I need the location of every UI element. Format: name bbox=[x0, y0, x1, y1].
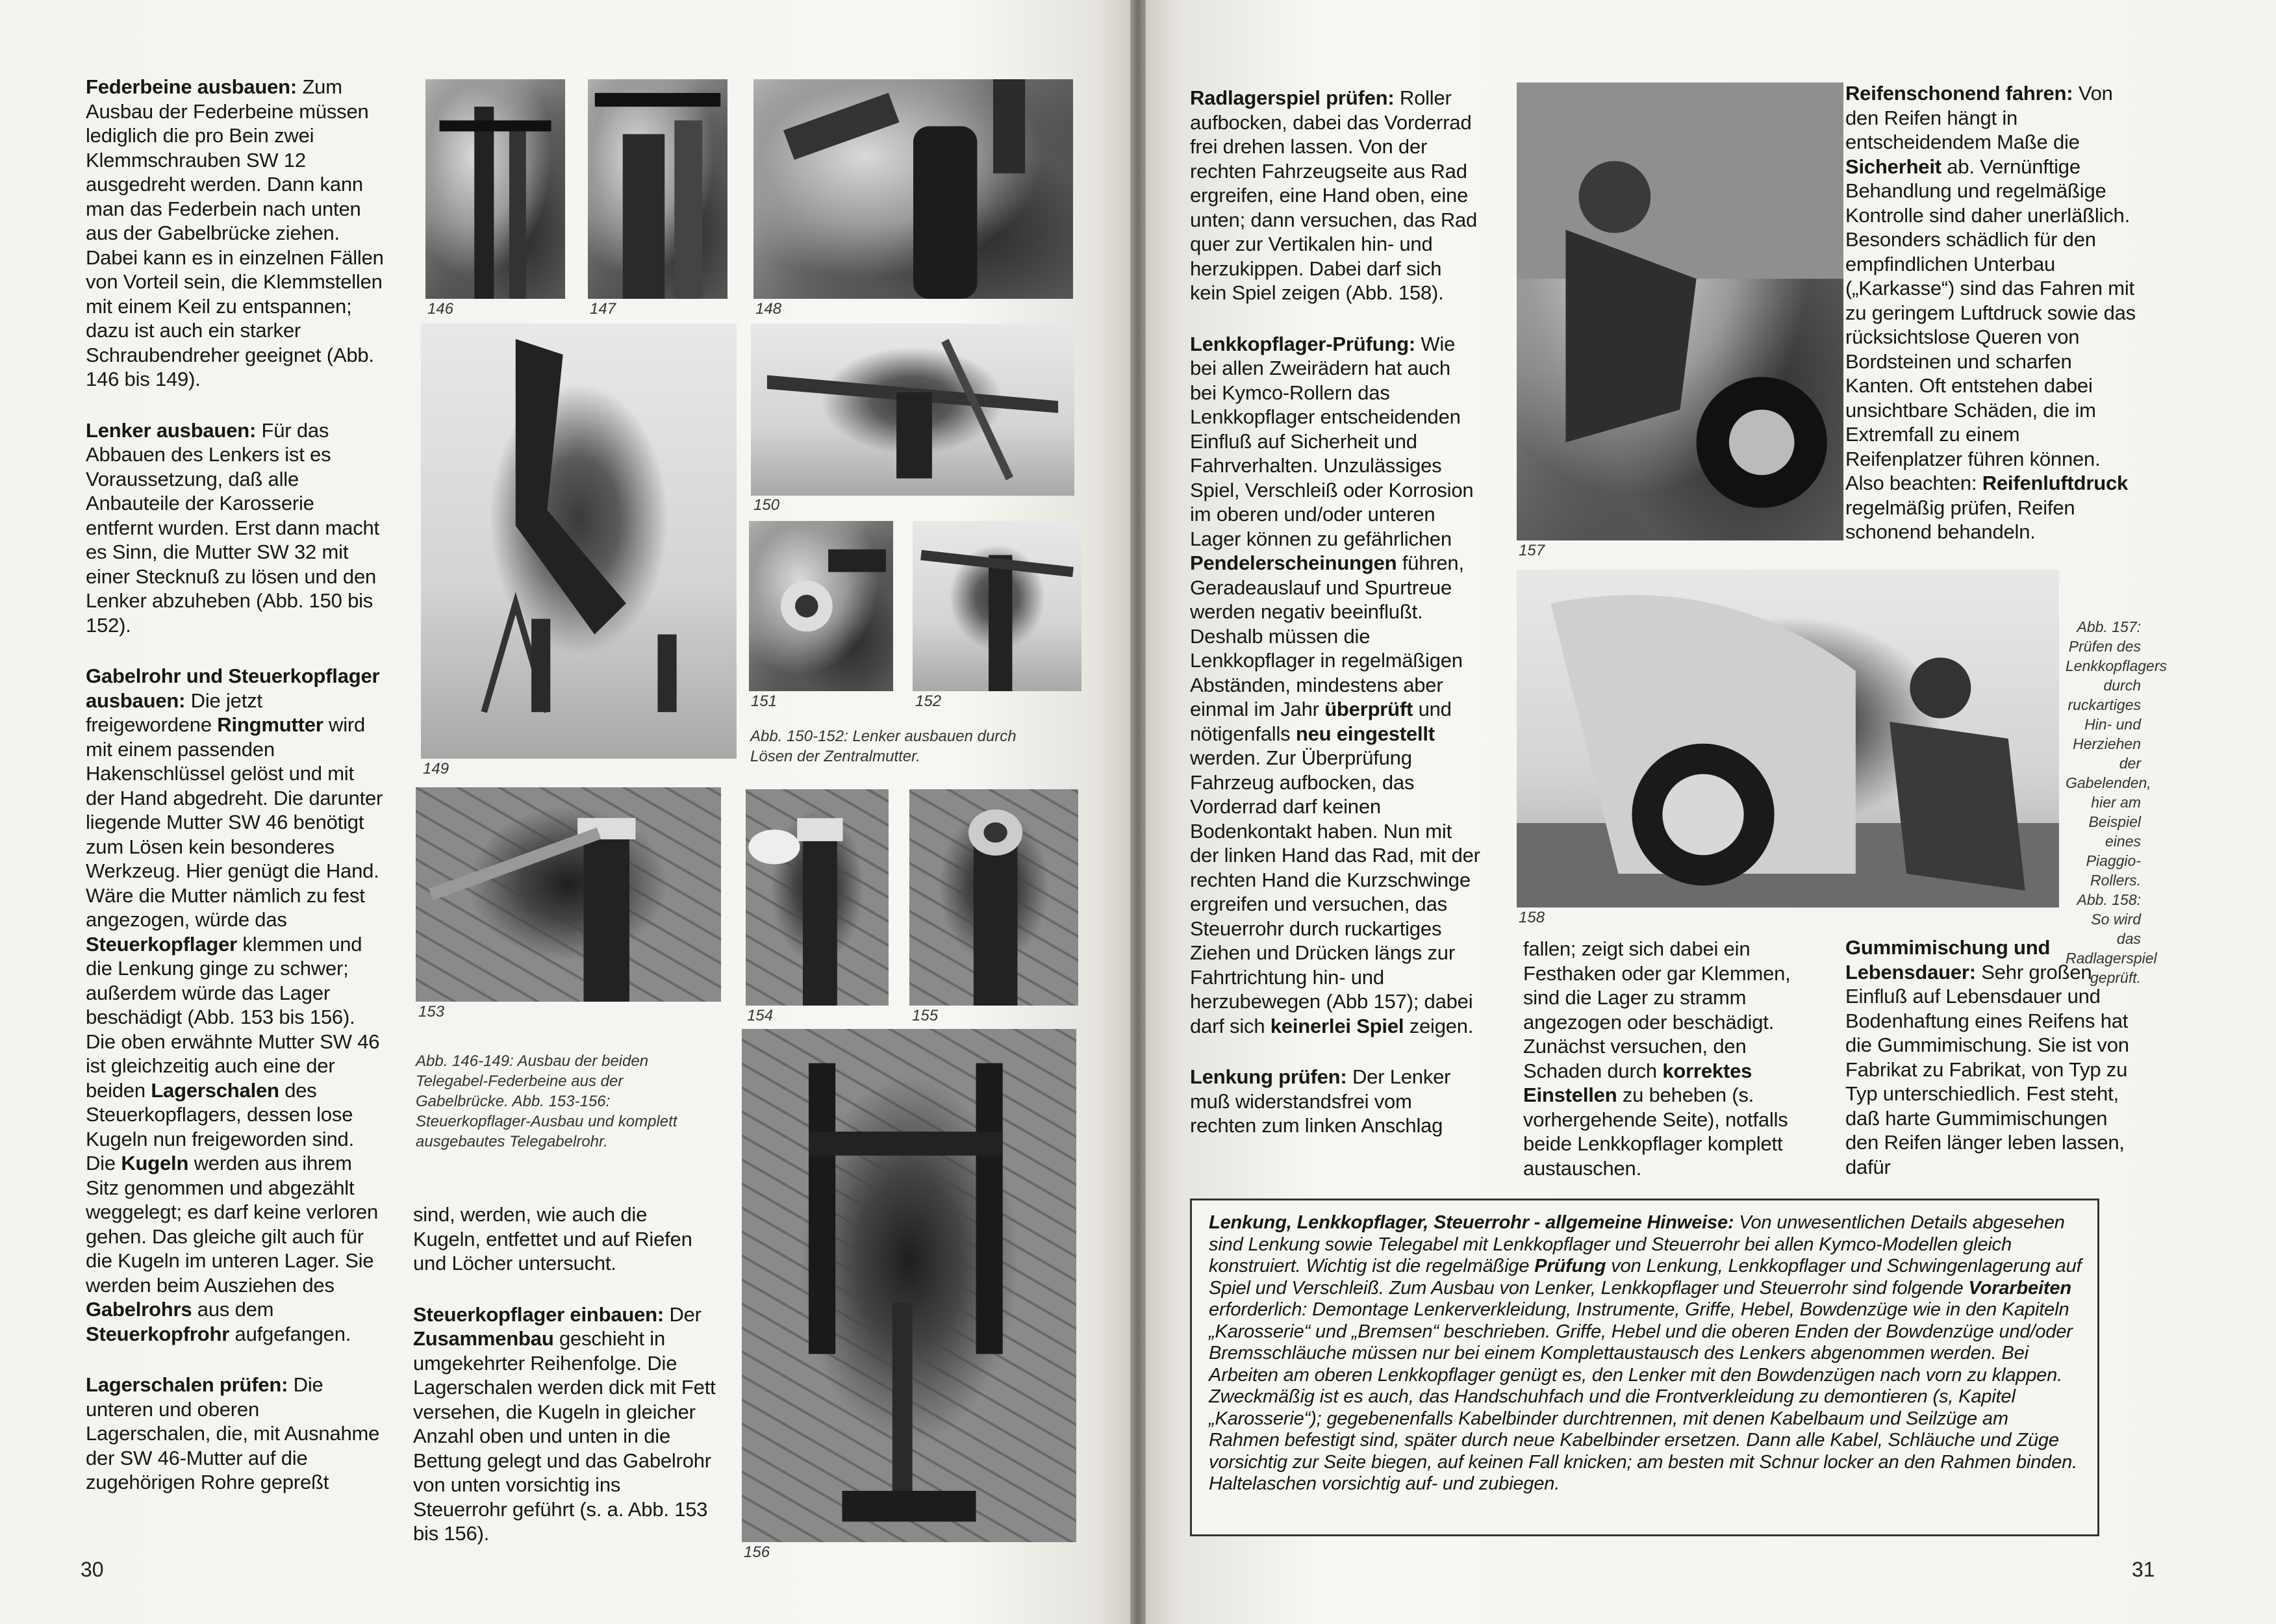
section-text: zeigen. bbox=[1404, 1014, 1474, 1037]
section-text: Zum Ausbau der Federbeine müssen lediglich die pro Bein zwei Klemmschrauben SW 12 ausgedreht werden. Dann kann man das Federbein nach unten aus der Gabelbrücke ziehen. Dabei kann es in einzelnen Fällen von Vorteil sein, die Klemmstellen mit einem Keil zu entspannen; dazu ist auch ein starker Schraubendreher geeignet (Abb. 146 bis 149). bbox=[86, 75, 384, 390]
caption-150-152: Abb. 150-152: Lenker ausbauen durch Lösen der Zentralmutter. bbox=[750, 728, 1017, 765]
figure-number-147: 147 bbox=[590, 300, 616, 318]
figure-number-154: 154 bbox=[747, 1007, 774, 1024]
section-text: zu beheben (s. vorhergehende Seite), notfalls beide Lenkkopflager komplett austauschen. bbox=[1523, 1084, 1788, 1180]
figure-number-149: 149 bbox=[423, 760, 449, 778]
section-heading: Lenkung prüfen: bbox=[1190, 1065, 1347, 1088]
section-text: Die jetzt freigewordene bbox=[86, 689, 262, 736]
bearing-race-image-icon bbox=[746, 789, 889, 1006]
fork-tube-image-icon bbox=[588, 79, 727, 299]
section-federbeine-ausbauen bbox=[86, 75, 385, 392]
bold-term: überprüft bbox=[1324, 698, 1413, 720]
notice-heading: Lenkung, Lenkkopflager, Steuerrohr - allgemeine Hinweise: bbox=[1209, 1212, 1734, 1233]
section-heading: Gummimischung und Lebensdauer: bbox=[1845, 936, 2051, 983]
section-text: klemmen und die Lenkung ginge zu schwer; außerdem würde das Lager beschädigt (Abb. 153 bis 156). Die oben erwähnte Mutter SW 46 ist gleichzeitig auch eine der beiden bbox=[86, 932, 380, 1102]
section-text: Der Lenker muß widerstandsfrei vom rechten zum linken Anschlag bbox=[1190, 1065, 1451, 1137]
section-heading: Lagerschalen prüfen: bbox=[86, 1373, 288, 1396]
section-lenkung-pruefen bbox=[1190, 1065, 1482, 1138]
photo-152 bbox=[913, 521, 1081, 691]
lagerschalen-continued: sind, werden, wie auch die Kugeln, entfettet und auf Riefen und Löcher untersucht. bbox=[413, 1203, 692, 1275]
section-radlagerspiel-pruefen bbox=[1190, 86, 1482, 305]
socket-wrench-image-icon bbox=[749, 521, 893, 691]
bold-term: Gabelrohrs bbox=[86, 1298, 192, 1321]
section-heading: Radlagerspiel prüfen: bbox=[1190, 86, 1395, 109]
photo-151 bbox=[749, 521, 893, 691]
notice-box-allgemeine-hinweise bbox=[1190, 1199, 2099, 1536]
frame-stand-image-icon bbox=[421, 324, 737, 759]
figure-number-158: 158 bbox=[1519, 909, 1545, 926]
handlebar-image-icon bbox=[751, 324, 1074, 496]
right-text-column-3-top bbox=[1845, 81, 2136, 544]
bold-term: Steuerkopfrohr bbox=[86, 1322, 230, 1345]
figure-number-148: 148 bbox=[755, 300, 782, 318]
section-heading: Reifenschonend fahren: bbox=[1845, 82, 2073, 105]
photo-154 bbox=[746, 789, 889, 1006]
figure-number-150: 150 bbox=[753, 496, 780, 514]
section-text: aufgefangen. bbox=[229, 1322, 351, 1345]
book-gutter bbox=[1130, 0, 1146, 1624]
page-number-right: 31 bbox=[2132, 1558, 2155, 1581]
photo-149 bbox=[421, 324, 737, 759]
bold-term: Lagerschalen bbox=[151, 1078, 279, 1102]
fork-boot-image-icon bbox=[753, 79, 1073, 299]
photo-146 bbox=[425, 79, 565, 299]
section-text: aus dem bbox=[192, 1298, 274, 1321]
section-text: Für das Abbauen des Lenkers ist es Voraussetzung, daß alle Anbauteile der Karosserie entfernt wurden. Erst dann macht es Sinn, die Mutter SW 32 mit einer Stecknuß zu lösen und den Lenker abzuheben (Abb. 150 bis 152). bbox=[86, 418, 379, 637]
bold-term: Sicherheit bbox=[1845, 155, 1941, 178]
section-text: ab. Vernünftige Behandlung und regelmäßige Kontrolle sind daher unerläßlich. Besonders schädlich für den empfindlichen Unterbau („Karkasse“) sind das Fahren mit zu geringem Luftdruck sowie das rücksichtslose Queren von Bordsteinen und scharfen Kanten. Oft entstehen dabei unsichtbare Schäden, die im Extremfall zu einem Reifenplatzer führen können. Also beachten: bbox=[1845, 155, 2136, 494]
scooter-wheel-check-image-icon bbox=[1517, 570, 2059, 907]
photo-158 bbox=[1517, 570, 2059, 907]
section-text: Von den Reifen hängt in entscheidendem Maße die bbox=[1845, 82, 2113, 153]
right-text-column-1 bbox=[1190, 86, 1482, 1138]
bold-term: Ringmutter bbox=[217, 713, 323, 736]
section-text: Wie bei allen Zweirädern hat auch bei Kymco-Rollern das Lenkkopflager entscheidenden Einfluß auf Sicherheit und Fahrverhalten. Unzulässiges Spiel, Verschleiß oder Korrosion im oberen und/oder unteren Lager können zu gefährlichen bbox=[1190, 332, 1474, 550]
left-text-column-1 bbox=[86, 75, 385, 1495]
section-text: wird mit einem passenden Hakenschlüssel gelöst und mit der Hand abgedreht. Die darunter liegende Mutter SW 46 benötigt zum Lösen kein besonderes Werkzeug. Hier genügt die Hand. Wäre die Mutter nämlich zu fest angezogen, würde das bbox=[86, 713, 383, 931]
photo-155 bbox=[909, 789, 1078, 1006]
section-steuerkopflager-einbauen bbox=[413, 1302, 718, 1546]
section-heading: Steuerkopflager einbauen: bbox=[413, 1302, 664, 1326]
figure-number-157: 157 bbox=[1519, 542, 1545, 559]
notice-text: von Lenkung, Lenkkopflager und Schwingenlagerung auf Spiel und Verschleiß. Zum Ausbau von Lenker, Lenkkopflager und Steuerrohr sind folgende bbox=[1209, 1256, 2082, 1299]
photo-157 bbox=[1517, 82, 1843, 540]
fork-leg-image-icon bbox=[425, 79, 565, 299]
photo-147 bbox=[588, 79, 727, 299]
figure-number-155: 155 bbox=[912, 1007, 939, 1024]
lenkung-continued bbox=[1523, 937, 1822, 1180]
caption-146-156: Abb. 146-149: Ausbau der beiden Telegabel-Federbeine aus der Gabelbrücke. Abb. 153-156: Steuerkopflager-Ausbau und komplett ausgebautes Telegabelrohr. bbox=[416, 1052, 677, 1150]
ring-nut-wrench-image-icon bbox=[416, 787, 721, 1002]
section-text: Der bbox=[664, 1302, 702, 1326]
figure-number-156: 156 bbox=[744, 1543, 770, 1561]
section-heading: Gabelrohr und Steuerkopflager ausbauen: bbox=[86, 665, 380, 712]
bold-term: Kugeln bbox=[121, 1152, 189, 1174]
figure-number-146: 146 bbox=[427, 300, 454, 318]
section-reifenschonend-fahren bbox=[1845, 81, 2136, 544]
figure-number-151: 151 bbox=[751, 692, 778, 710]
figure-number-152: 152 bbox=[915, 692, 942, 710]
section-text: Sehr großen Einfluß auf Lebensdauer und Bodenhaftung eines Reifens hat die Gummimischung. Sie ist von Fabrikat zu Fabrikat, von Typ zu Typ unterschiedlich. Fest steht, daß harte Gummimischungen den Reifen länger leben lassen, dafür bbox=[1845, 960, 2129, 1178]
bold-term: Pendelerscheinungen bbox=[1190, 552, 1397, 574]
section-text: und nötigenfalls bbox=[1190, 698, 1452, 745]
section-lagerschalen-pruefen bbox=[86, 1373, 385, 1495]
section-lenker-ausbauen bbox=[86, 418, 385, 638]
section-text: führen, Geradeauslauf und Spurtreue werden negativ beeinflußt. Deshalb müssen die Lenkkopflager in regelmäßigen Abständen, mindestens aber einmal im Jahr bbox=[1190, 552, 1464, 720]
section-text: regelmäßig prüfen, Reifen schonend behandeln. bbox=[1845, 496, 2075, 543]
fork-assembly-image-icon bbox=[742, 1029, 1076, 1542]
bold-term: Reifenluftdruck bbox=[1982, 472, 2129, 494]
section-text: Die unteren und oberen Lagerschalen, die, mit Ausnahme der SW 46-Mutter auf die zugehörigen Rohre gepreßt bbox=[86, 1373, 380, 1493]
section-text: des Steuerkopflagers, dessen lose Kugeln nun freigeworden sind. Die bbox=[86, 1078, 354, 1174]
section-gummimischung bbox=[1845, 935, 2136, 1179]
steering-head-image-icon bbox=[913, 521, 1081, 691]
bold-term: Prüfung bbox=[1534, 1256, 1606, 1276]
left-page bbox=[0, 0, 1130, 1624]
bold-term: korrektes Einstellen bbox=[1523, 1059, 1752, 1106]
bold-term: Vorarbeiten bbox=[1968, 1277, 2071, 1299]
page-number-left: 30 bbox=[81, 1558, 104, 1581]
bold-term: Zusammenbau bbox=[413, 1327, 554, 1350]
notice-text: erforderlich: Demontage Lenkerverkleidung, Instrumente, Griffe, Hebel, Bowdenzüge wie in den Kapiteln „Karosserie“ und „Bremsen“ beschrieben. Griffe, Hebel und die oberen Enden der Bowdenzüge und/oder Bremsschläuche müssen nur bei einem Komplettaustausch des Lenkers abgenommen werden. Bei Arbeiten am oberen Lenkkopflager genügt es, den Lenker mit den Bowdenzügen nach vorn zu klappen. Zweckmäßig ist es auch, das Handschuhfach und die Frontverkleidung zu demontieren (s, Kapitel „Karosserie“); gegebenenfalls Kabelbinder durchtrennen, mit denen Kabelbaum und Seilzüge am Rahmen befestigt sind, später durch neue Kabelbinder ersetzen. Dann alle Kabel, Schläuche und Züge vorsichtig zur Seite biegen, auf keinen Fall knicken; am besten mit Schnur locker an den Rahmen binden. Haltelaschen vorsichtig auf- und zubiegen. bbox=[1209, 1299, 2078, 1494]
bold-term: Steuerkopflager bbox=[86, 932, 238, 956]
notice-text: Von unwesentlichen Details abgesehen sind Lenkung sowie Telegabel mit Lenkkopflager und Steuerrohr bei allen Kymco-Modellen gleich konstruiert. Wichtig ist die regelmäßige bbox=[1209, 1212, 2065, 1276]
section-text: werden aus ihrem Sitz genommen und abgezählt weggelegt; es darf keine verloren gehen. Das gleiche gilt auch für die Kugeln im unteren Lager. Sie werden beim Ausziehen des bbox=[86, 1152, 379, 1297]
section-heading: Lenker ausbauen: bbox=[86, 418, 257, 442]
right-text-column-3-bottom bbox=[1845, 935, 2136, 1179]
section-text: fallen; zeigt sich dabei ein Festhaken oder gar Klemmen, sind die Lager zu stramm angezogen oder beschädigt. Zunächst versuchen, den Schaden durch bbox=[1523, 937, 1791, 1082]
caption-157-158: Abb. 157: Prüfen des Lenkkopflagers durch ruckartiges Hin- und Herziehen der Gabelenden, hier am Beispiel eines Piaggio-Rollers. Abb. 158: So wird das Radlagerspiel geprüft. bbox=[2066, 618, 2167, 986]
bold-term: keinerlei Spiel bbox=[1270, 1014, 1404, 1037]
photo-150 bbox=[751, 324, 1074, 496]
section-heading: Federbeine ausbauen: bbox=[86, 75, 297, 98]
section-lenkkopflager-pruefung bbox=[1190, 332, 1482, 1039]
section-text: werden. Zur Überprüfung Fahrzeug aufbocken, das Vorderrad darf keinen Bodenkontakt haben. Nun mit der linken Hand das Rad, mit der rechten Hand die Kurzschwinge ergreifen und versuchen, das Steuerrohr durch ruckartiges Ziehen und Drücken längs zur Fahrtrichtung hin- und herzubewegen (Abb 157); dabei darf sich bbox=[1190, 746, 1480, 1037]
section-text: geschieht in umgekehrter Reihenfolge. Die Lagerschalen werden dick mit Fett versehen, die Kugeln in gleicher Anzahl oben und unten in die Bettung gelegt und das Gabelrohr von unten vorsichtig ins Steuerrohr geführt (s. a. Abb. 153 bis 156). bbox=[413, 1327, 716, 1545]
section-heading: Lenkkopflager-Prüfung: bbox=[1190, 332, 1415, 355]
section-text: Roller aufbocken, dabei das Vorderrad frei drehen lassen. Von der rechten Fahrzeugseite aus Rad ergreifen, eine Hand oben, eine unten; dann versuchen, das Rad quer zur Vertikalen hin- und herzukippen. Dabei darf sich kein Spiel zeigen (Abb. 158). bbox=[1190, 86, 1478, 304]
bold-term: neu eingestellt bbox=[1295, 722, 1435, 745]
section-gabelrohr-ausbauen bbox=[86, 664, 385, 1346]
right-text-column-2 bbox=[1523, 937, 1822, 1180]
photo-156 bbox=[742, 1029, 1076, 1542]
photo-153 bbox=[416, 787, 721, 1002]
bearing-balls-image-icon bbox=[909, 789, 1078, 1006]
person-checking-wheel-image-icon bbox=[1517, 82, 1843, 540]
photo-148 bbox=[753, 79, 1073, 299]
figure-number-153: 153 bbox=[418, 1003, 445, 1021]
left-text-column-2 bbox=[413, 1202, 718, 1546]
